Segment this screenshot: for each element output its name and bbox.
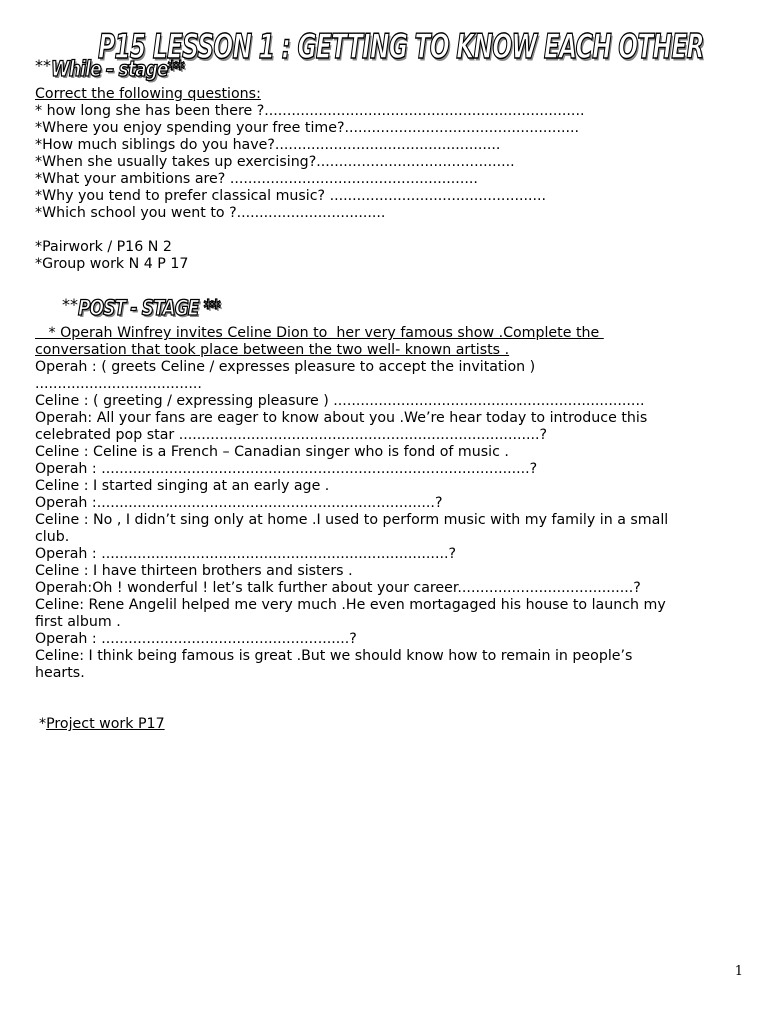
dialogue-line: Celine : I started singing at an early age . (35, 478, 330, 494)
dialogue-line: Operah:Oh ! wonderful ! let’s talk further about your career.......................................? (35, 580, 641, 596)
post-stage-prefix: ** (62, 295, 78, 314)
dialogue-line: celebrated pop star ................................................................................? (35, 427, 548, 443)
dialogue-line: club. (35, 529, 70, 545)
dialogue-line: Operah : .............................................................................? (35, 546, 457, 562)
task-item: *Pairwork / P16 N 2 (35, 239, 172, 255)
dialogue-line: Celine : I have thirteen brothers and sisters . (35, 563, 353, 579)
dialogue-line: first album . (35, 614, 121, 630)
dialogue-line: Operah : ( greets Celine / expresses pleasure to accept the invitation ) (35, 359, 536, 375)
correct-heading: Correct the following questions: (35, 86, 261, 102)
question-item: *Why you tend to prefer classical music? ................................................ (35, 188, 547, 204)
dialogue-line: Celine : No , I didn’t sing only at home .I used to perform music with my family in a small (35, 512, 669, 528)
dialogue-line: Celine : ( greeting / expressing pleasure ) ..................................................................... (35, 393, 645, 409)
blank-line (35, 222, 735, 239)
while-stage-section (35, 86, 735, 273)
post-stage-heading (62, 295, 245, 319)
task-item: *Group work N 4 P 17 (35, 256, 189, 272)
while-stage-label: While – stage** (51, 56, 184, 82)
dialogue-line: Operah: All your fans are eager to know about you .We’re hear today to introduce this (35, 410, 648, 426)
post-stage-section (35, 325, 735, 682)
while-stage-prefix: ** (35, 56, 51, 75)
dialogue-line: Celine: Rene Angelil helped me very much .He even mortagaged his house to launch my (35, 597, 666, 613)
dialogue-line: Celine: I think being famous is great .But we should know how to remain in people’s (35, 648, 633, 664)
dialogue-line: Operah : .......................................................? (35, 631, 357, 647)
dialogue-line: hearts. (35, 665, 85, 681)
question-item: *How much siblings do you have?.................................................. (35, 137, 501, 153)
page-title: P15 LESSON 1 : GETTING TO KNOW EACH OTHER (98, 28, 704, 68)
dialogue-line: Operah :...........................................................................? (35, 495, 443, 511)
question-item: * how long she has been there ?....................................................................... (35, 103, 585, 119)
question-item: *Which school you went to ?................................. (35, 205, 386, 221)
page-number: 1 (734, 964, 743, 979)
instruction-line: * Operah Winfrey invites Celine Dion to her very famous show .Complete the (35, 325, 604, 341)
question-item: *Where you enjoy spending your free time?.................................................... (35, 120, 579, 136)
instruction-line: conversation that took place between the two well- known artists . (35, 342, 510, 358)
project-prefix: * (39, 716, 47, 732)
post-stage-label: POST - STAGE ** (78, 295, 220, 321)
dialogue-line: ..................................... (35, 376, 202, 392)
dialogue-line: Celine : Celine is a French – Canadian singer who is fond of music . (35, 444, 509, 460)
project-work-line (39, 716, 165, 733)
while-stage-heading (35, 56, 207, 80)
question-item: *What your ambitions are? ....................................................... (35, 171, 478, 187)
project-work-label: Project work P17 (46, 716, 165, 732)
dialogue-line: Operah : ...............................................................................................? (35, 461, 538, 477)
question-item: *When she usually takes up exercising?............................................ (35, 154, 515, 170)
